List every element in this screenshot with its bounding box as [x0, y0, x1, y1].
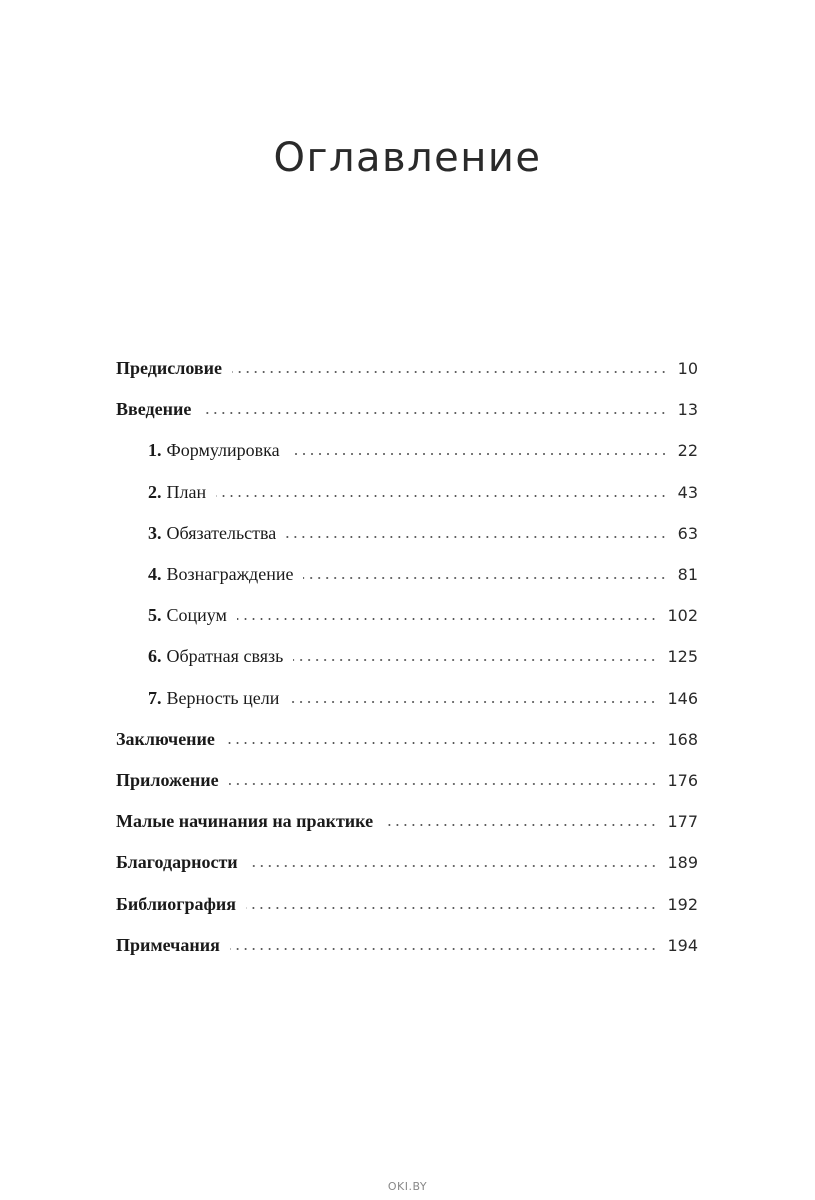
- dot-leader: [286, 536, 667, 538]
- toc-entry-label: Библиография: [116, 893, 237, 914]
- toc-entry-page-number: 10: [677, 359, 698, 379]
- chapter-number: 7.: [148, 687, 162, 708]
- toc-entry-chapter-3[interactable]: [116, 513, 698, 554]
- toc-entry-appendix[interactable]: [116, 760, 698, 801]
- toc-entry-chapter-1[interactable]: [116, 430, 698, 471]
- dot-leader: [246, 907, 657, 909]
- toc-entry-label: [148, 605, 237, 626]
- dot-leader: [248, 865, 658, 867]
- toc-entry-label: [148, 646, 293, 667]
- chapter-number: 1.: [148, 440, 162, 461]
- chapter-number: 4.: [148, 564, 162, 585]
- toc-entry-chapter-4[interactable]: [116, 554, 698, 595]
- chapter-title: Социум: [166, 605, 227, 626]
- toc-entry-page-number: 177: [667, 812, 698, 832]
- toc-entry-chapter-5[interactable]: [116, 595, 698, 636]
- toc-entry-page-number: 192: [667, 894, 698, 914]
- toc-entry-introduction[interactable]: [116, 389, 698, 430]
- dot-leader: [290, 453, 668, 455]
- toc-entry-label: Введение: [116, 399, 192, 420]
- toc-entry-label: Заключение: [116, 728, 215, 749]
- toc-entry-preface[interactable]: [116, 348, 698, 389]
- table-of-contents: [116, 348, 698, 966]
- toc-entry-page-number: 81: [677, 565, 698, 585]
- toc-entry-page-number: 43: [677, 482, 698, 502]
- dot-leader: [303, 577, 667, 579]
- dot-leader: [201, 412, 667, 414]
- toc-entry-label: [148, 482, 216, 503]
- toc-entry-page-number: 63: [677, 523, 698, 543]
- chapter-number: 5.: [148, 605, 162, 626]
- toc-entry-page-number: 146: [667, 688, 698, 708]
- toc-entry-page-number: 22: [677, 441, 698, 461]
- dot-leader: [229, 783, 658, 785]
- chapter-number: 2.: [148, 481, 162, 502]
- toc-entry-label: Благодарности: [116, 852, 238, 873]
- dot-leader: [230, 948, 658, 950]
- toc-entry-label: Приложение: [116, 769, 219, 790]
- dot-leader: [289, 701, 657, 703]
- toc-entry-bibliography[interactable]: [116, 883, 698, 924]
- dot-leader: [232, 371, 668, 373]
- toc-entry-page-number: 176: [667, 770, 698, 790]
- toc-entry-label: [148, 564, 303, 585]
- chapter-title: Обязательства: [166, 522, 277, 543]
- toc-entry-page-number: 168: [667, 729, 698, 749]
- dot-leader: [383, 824, 657, 826]
- chapter-title: Формулировка: [166, 440, 280, 461]
- page-title: Оглавление: [273, 135, 542, 181]
- toc-entry-label: Малые начинания на практике: [116, 811, 374, 832]
- dot-leader: [225, 742, 658, 744]
- toc-entry-page-number: 13: [677, 400, 698, 420]
- chapter-title: План: [166, 481, 207, 502]
- toc-entry-conclusion[interactable]: [116, 719, 698, 760]
- toc-entry-page-number: 102: [667, 606, 698, 626]
- toc-entry-chapter-6[interactable]: [116, 636, 698, 677]
- chapter-title: Вознаграждение: [166, 564, 294, 585]
- dot-leader: [216, 495, 668, 497]
- dot-leader: [293, 659, 657, 661]
- chapter-number: 6.: [148, 646, 162, 667]
- toc-entry-practice[interactable]: [116, 801, 698, 842]
- toc-entry-page-number: 194: [667, 935, 698, 955]
- toc-entry-notes[interactable]: [116, 925, 698, 966]
- watermark: OKI.BY: [387, 1180, 428, 1193]
- toc-entry-page-number: 189: [667, 853, 698, 873]
- dot-leader: [237, 618, 658, 620]
- toc-entry-chapter-7[interactable]: [116, 678, 698, 719]
- toc-entry-label: [148, 523, 286, 544]
- toc-entry-label: Предисловие: [116, 358, 222, 379]
- chapter-title: Обратная связь: [166, 646, 284, 667]
- chapter-number: 3.: [148, 522, 162, 543]
- toc-entry-acknowledgements[interactable]: [116, 842, 698, 883]
- toc-entry-label: [148, 688, 289, 709]
- chapter-title: Верность цели: [166, 687, 280, 708]
- toc-entry-label: Примечания: [116, 934, 220, 955]
- toc-entry-label: [148, 440, 290, 461]
- toc-entry-page-number: 125: [667, 647, 698, 667]
- toc-entry-chapter-2[interactable]: [116, 472, 698, 513]
